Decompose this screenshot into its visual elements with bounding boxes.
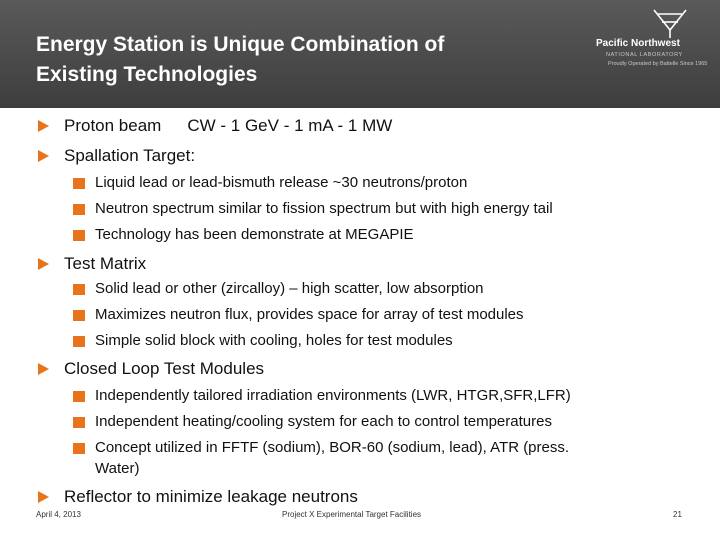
bullet-square-icon: [73, 417, 85, 428]
bullet-arrow-icon: [38, 258, 49, 270]
bullet-arrow-icon: [38, 150, 49, 162]
bullet-square-icon: [73, 310, 85, 321]
spallation-item: Neutron spectrum similar to fission spectrum but with high energy tail: [95, 200, 553, 217]
test-matrix-item: Simple solid block with cooling, holes for test modules: [95, 332, 453, 349]
bullet-square-icon: [73, 230, 85, 241]
logo-tagline: Proudly Operated by Battelle Since 1965: [608, 61, 708, 67]
title-line-1: Energy Station is Unique Combination of: [36, 33, 445, 56]
bullet-spallation-target: Spallation Target:: [64, 146, 196, 165]
bullet-arrow-icon: [38, 363, 49, 375]
pnnl-logo: [592, 8, 716, 72]
bullet-square-icon: [73, 443, 85, 454]
spallation-item: Technology has been demonstrate at MEGAPIE: [95, 226, 414, 243]
closed-loop-item-continued: Water): [95, 460, 140, 477]
bullet-arrow-icon: [38, 120, 49, 132]
bullet-square-icon: [73, 204, 85, 215]
spallation-item: Liquid lead or lead-bismuth release ~30 neutrons/proton: [95, 174, 468, 191]
bullet-square-icon: [73, 391, 85, 402]
footer-title: Project X Experimental Target Facilities: [282, 510, 422, 519]
bullet-closed-loop: Closed Loop Test Modules: [64, 359, 265, 378]
test-matrix-item: Solid lead or other (zircalloy) – high scatter, low absorption: [95, 280, 484, 297]
bullet-square-icon: [73, 178, 85, 189]
closed-loop-item: Independently tailored irradiation environments (LWR, HTGR,SFR,LFR): [95, 387, 571, 404]
bullet-test-matrix: Test Matrix: [64, 254, 147, 273]
logo-name: Pacific Northwest: [596, 38, 680, 49]
slide-header: [0, 0, 720, 108]
logo-subtitle: NATIONAL LABORATORY: [606, 52, 683, 58]
bullet-reflector: Reflector to minimize leakage neutrons: [64, 487, 358, 506]
footer-date: April 4, 2013: [36, 510, 81, 519]
closed-loop-item: Independent heating/cooling system for each to control temperatures: [95, 413, 552, 430]
proton-beam-spec: CW - 1 GeV - 1 mA - 1 MW: [187, 116, 393, 135]
title-line-2: Existing Technologies: [36, 63, 258, 86]
logo-mark-icon: [644, 8, 696, 40]
test-matrix-item: Maximizes neutron flux, provides space for array of test modules: [95, 306, 524, 323]
bullet-square-icon: [73, 284, 85, 295]
slide-title: [36, 30, 556, 90]
proton-beam-label: Proton beam: [64, 116, 162, 135]
closed-loop-item: Concept utilized in FFTF (sodium), BOR-60 (sodium, lead), ATR (press.: [95, 439, 570, 456]
bullet-square-icon: [73, 336, 85, 347]
bullet-proton-beam: [64, 116, 392, 136]
bullet-arrow-icon: [38, 491, 49, 503]
page-number: 21: [673, 510, 682, 519]
